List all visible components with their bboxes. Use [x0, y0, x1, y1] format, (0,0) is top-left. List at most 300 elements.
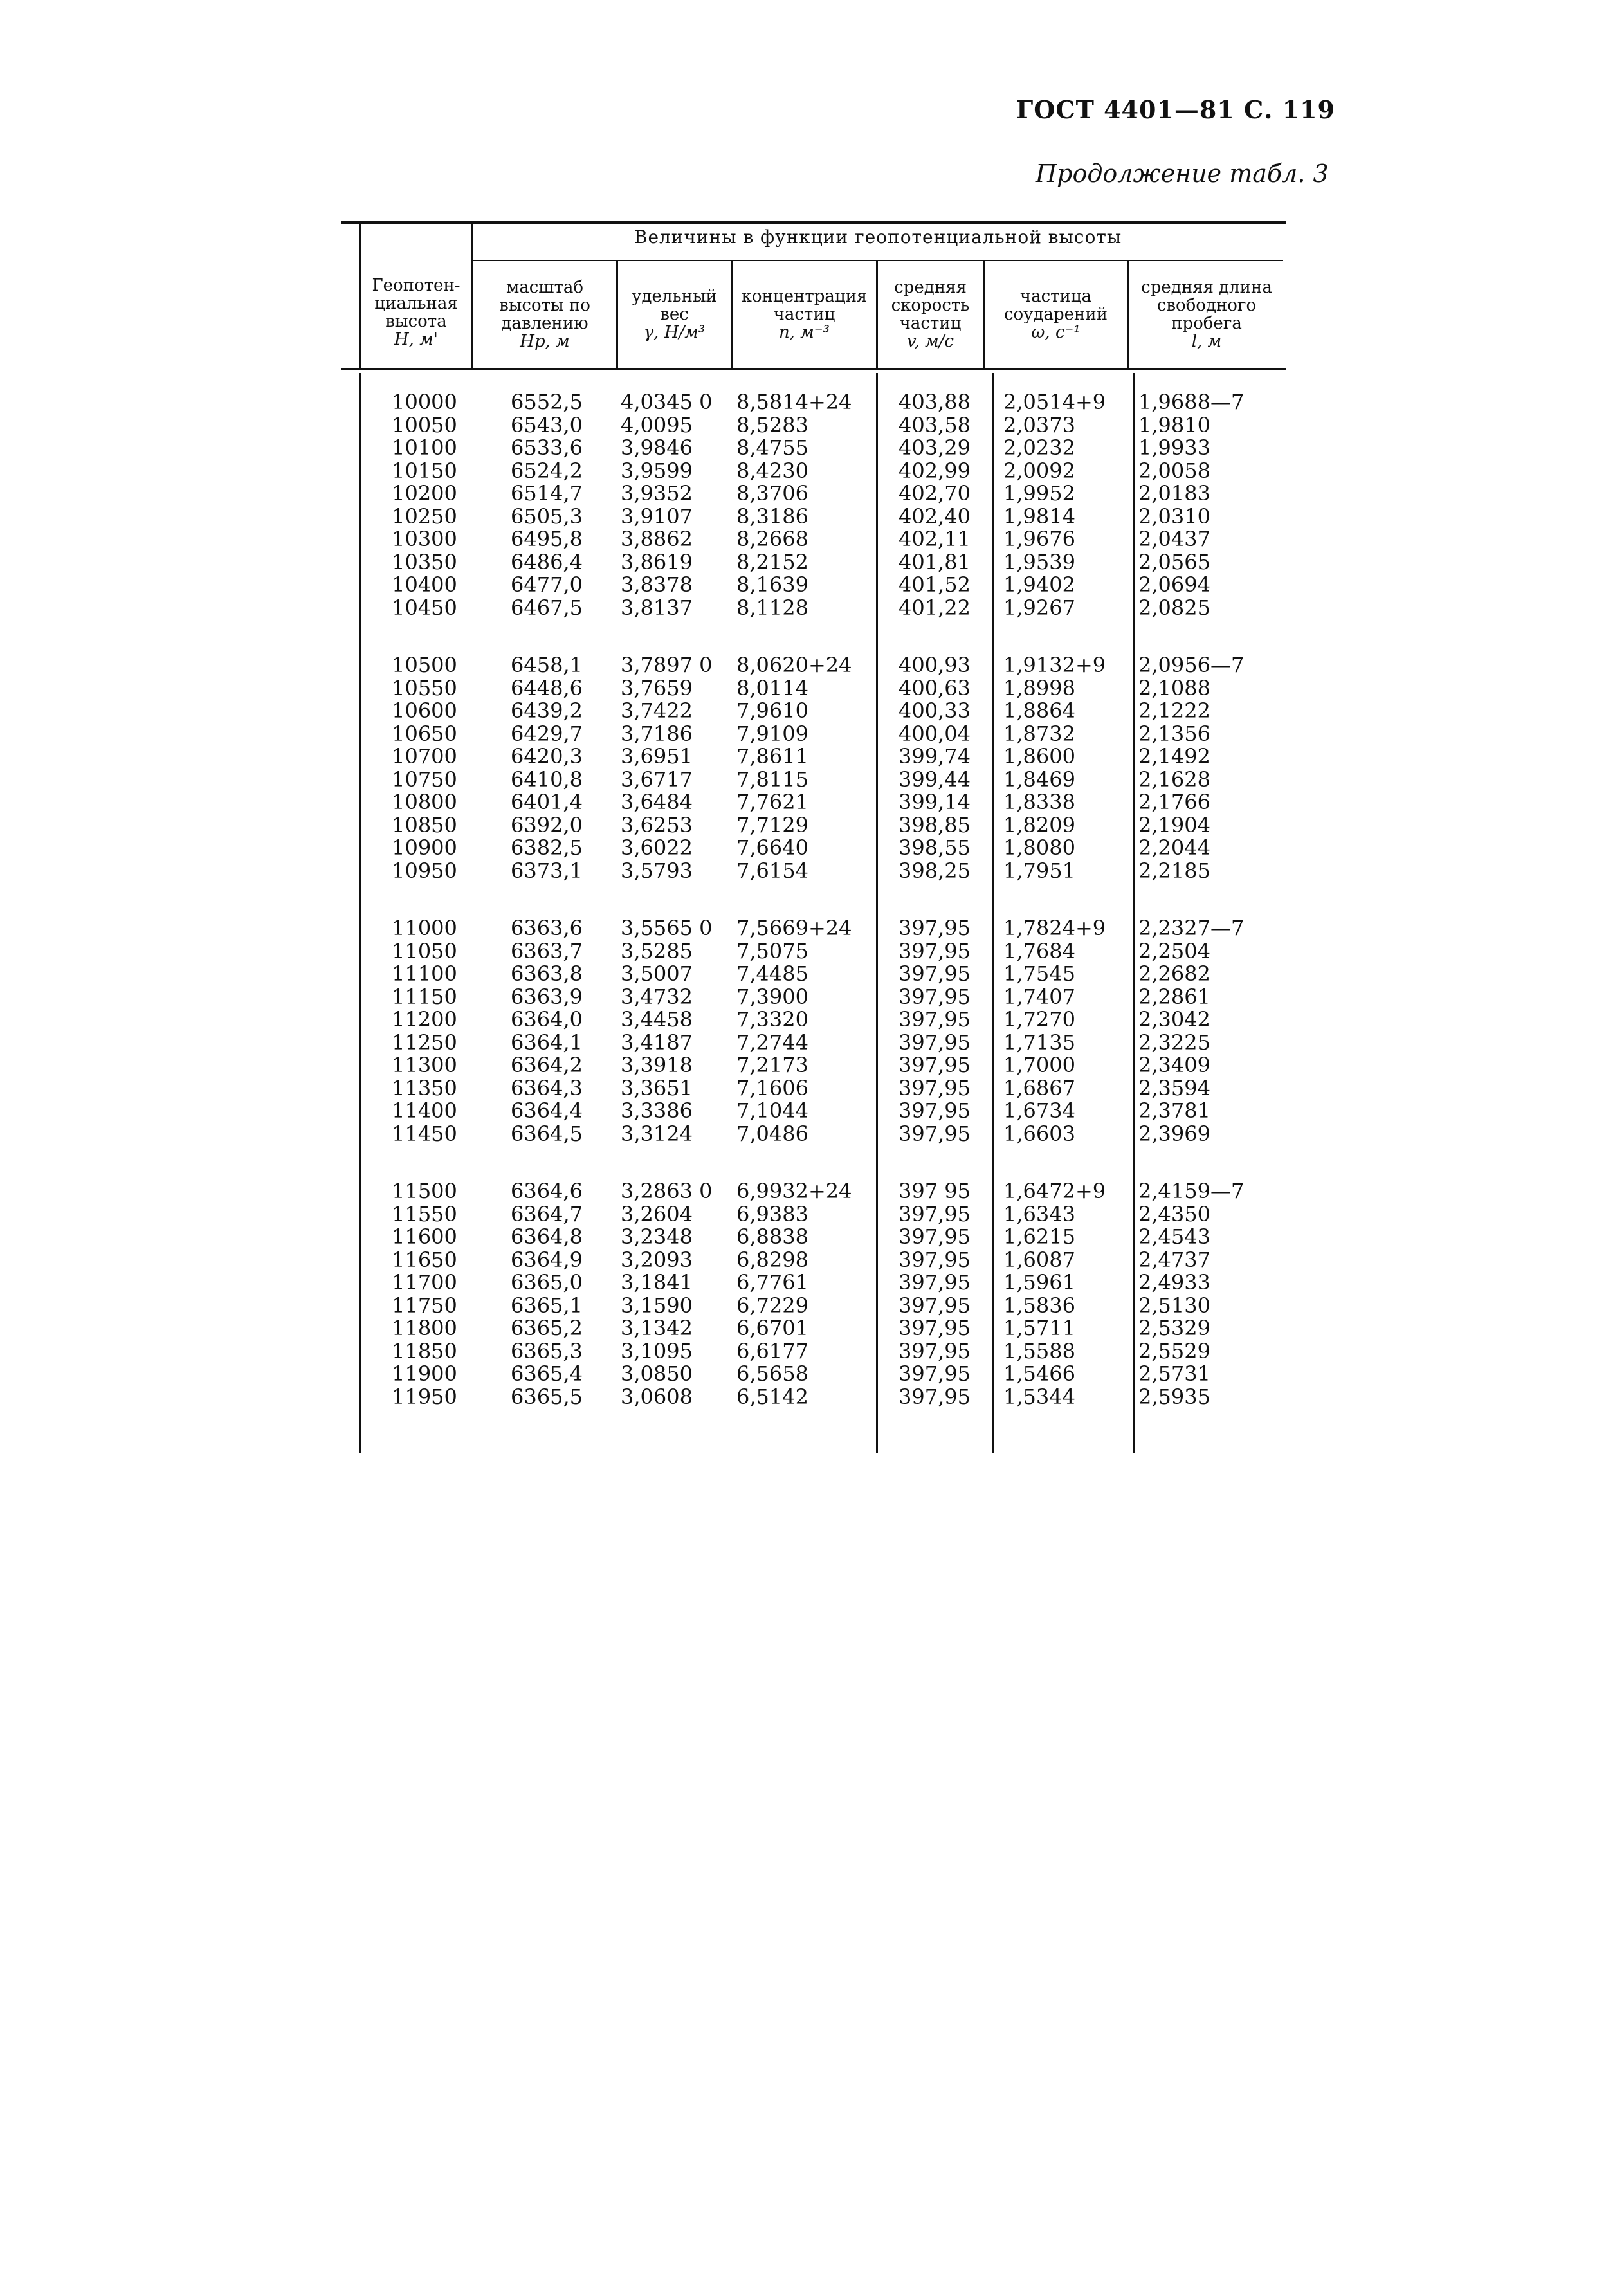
cell-specific-weight: 3,5285 — [621, 938, 693, 963]
cell-collision-freq: 1,9814 — [1003, 504, 1075, 529]
cell-scale-height: 6365,3 — [511, 1338, 583, 1363]
cell-mean-velocity: 402,70 — [899, 481, 971, 505]
cell-scale-height: 6364,0 — [511, 1007, 583, 1032]
header-line: частиц — [899, 314, 962, 333]
cell-altitude: 11500 — [392, 1179, 457, 1203]
header-symbol: n, м⁻³ — [779, 323, 830, 342]
cell-scale-height: 6373,1 — [511, 858, 583, 883]
cell-mean-free-path: 1,9688—7 — [1138, 390, 1245, 414]
cell-mean-free-path: 2,4350 — [1138, 1201, 1210, 1226]
cell-collision-freq: 1,7824+9 — [1003, 916, 1106, 940]
cell-scale-height: 6363,7 — [511, 938, 583, 963]
cell-mean-velocity: 397,95 — [899, 1247, 971, 1272]
cell-altitude: 10600 — [392, 698, 457, 723]
cell-altitude: 10450 — [392, 595, 457, 620]
cell-altitude: 11100 — [392, 961, 457, 986]
header-collision-frequency — [985, 261, 1126, 368]
cell-scale-height: 6364,4 — [511, 1098, 583, 1123]
cell-concentration: 6,9932+24 — [736, 1179, 852, 1203]
header-symbol: γ, Н/м³ — [643, 323, 706, 342]
cell-specific-weight: 3,9599 — [621, 458, 693, 483]
cell-specific-weight: 4,0345 0 — [621, 390, 713, 414]
cell-scale-height: 6477,0 — [511, 572, 583, 597]
cell-mean-free-path: 2,1766 — [1138, 790, 1210, 814]
header-line: циальная — [374, 294, 458, 313]
cell-scale-height: 6429,7 — [511, 721, 583, 746]
cell-mean-free-path: 2,2504 — [1138, 938, 1210, 963]
cell-specific-weight: 3,9846 — [621, 435, 693, 460]
cell-mean-velocity: 397,95 — [899, 1075, 971, 1100]
cell-specific-weight: 3,3386 — [621, 1098, 693, 1123]
header-line: скорость — [891, 296, 970, 315]
cell-mean-velocity: 397,95 — [899, 1384, 971, 1409]
cell-scale-height: 6364,8 — [511, 1224, 583, 1249]
cell-mean-free-path: 2,4933 — [1138, 1270, 1210, 1295]
cell-mean-velocity: 397,95 — [899, 1201, 971, 1226]
cell-mean-velocity: 397,95 — [899, 961, 971, 986]
cell-concentration: 7,1044 — [736, 1098, 808, 1123]
cell-altitude: 10400 — [392, 572, 457, 597]
cell-scale-height: 6364,7 — [511, 1201, 583, 1226]
cell-specific-weight: 3,4458 — [621, 1007, 693, 1032]
cell-concentration: 6,6177 — [736, 1338, 808, 1363]
cell-mean-velocity: 397,95 — [899, 1293, 971, 1318]
cell-altitude: 10650 — [392, 721, 457, 746]
cell-scale-height: 6365,2 — [511, 1316, 583, 1340]
cell-scale-height: 6365,1 — [511, 1293, 583, 1318]
cell-concentration: 8,4755 — [736, 435, 808, 460]
cell-altitude: 11350 — [392, 1075, 457, 1100]
cell-altitude: 11250 — [392, 1030, 457, 1055]
cell-altitude: 11700 — [392, 1270, 457, 1295]
cell-mean-free-path: 2,0058 — [1138, 458, 1210, 483]
cell-mean-velocity: 400,93 — [899, 653, 971, 677]
cell-scale-height: 6401,4 — [511, 790, 583, 814]
cell-altitude: 11750 — [392, 1293, 457, 1318]
cell-mean-free-path: 2,3225 — [1138, 1030, 1210, 1055]
cell-altitude: 11950 — [392, 1384, 457, 1409]
cell-specific-weight: 3,3124 — [621, 1121, 693, 1146]
cell-concentration: 7,4485 — [736, 961, 808, 986]
cell-mean-free-path: 2,1492 — [1138, 744, 1210, 769]
cell-collision-freq: 1,8732 — [1003, 721, 1075, 746]
cell-scale-height: 6382,5 — [511, 835, 583, 860]
cell-concentration: 8,5814+24 — [736, 390, 852, 414]
header-line: высоты по — [499, 296, 590, 315]
cell-mean-velocity: 401,22 — [899, 595, 971, 620]
cell-collision-freq: 1,6087 — [1003, 1247, 1075, 1272]
cell-mean-free-path: 2,5130 — [1138, 1293, 1210, 1318]
cell-specific-weight: 3,7897 0 — [621, 653, 713, 677]
cell-mean-velocity: 397,95 — [899, 1098, 971, 1123]
cell-specific-weight: 3,1342 — [621, 1316, 693, 1340]
header-line: частица — [1019, 287, 1092, 306]
cell-mean-free-path: 2,0183 — [1138, 481, 1210, 505]
cell-scale-height: 6439,2 — [511, 698, 583, 723]
cell-concentration: 8,2668 — [736, 527, 808, 551]
header-line: частиц — [773, 305, 835, 324]
cell-specific-weight: 3,7422 — [621, 698, 693, 723]
header-mean-free-path — [1129, 261, 1284, 368]
cell-altitude: 10300 — [392, 527, 457, 551]
cell-altitude: 10950 — [392, 858, 457, 883]
header-line: свободного — [1156, 296, 1257, 315]
cell-collision-freq: 1,8338 — [1003, 790, 1075, 814]
cell-concentration: 7,8115 — [736, 767, 808, 792]
cell-scale-height: 6543,0 — [511, 412, 583, 437]
cell-collision-freq: 1,6734 — [1003, 1098, 1075, 1123]
header-symbol: Hp, м — [520, 332, 570, 351]
cell-concentration: 7,1606 — [736, 1075, 808, 1100]
cell-concentration: 8,0114 — [736, 675, 808, 700]
cell-mean-velocity: 397,95 — [899, 1270, 971, 1295]
cell-specific-weight: 3,5565 0 — [621, 916, 713, 940]
cell-concentration: 7,3320 — [736, 1007, 808, 1032]
cell-mean-velocity: 397,95 — [899, 1224, 971, 1249]
cell-mean-free-path: 2,3781 — [1138, 1098, 1210, 1123]
cell-mean-free-path: 2,3969 — [1138, 1121, 1210, 1146]
cell-specific-weight: 3,4187 — [621, 1030, 693, 1055]
cell-mean-velocity: 400,33 — [899, 698, 971, 723]
cell-mean-free-path: 2,5329 — [1138, 1316, 1210, 1340]
cell-altitude: 10700 — [392, 744, 457, 769]
cell-mean-free-path: 2,4737 — [1138, 1247, 1210, 1272]
cell-collision-freq: 1,9267 — [1003, 595, 1075, 620]
cell-specific-weight: 3,6253 — [621, 812, 693, 837]
cell-mean-free-path: 1,9810 — [1138, 412, 1210, 437]
cell-collision-freq: 1,5711 — [1003, 1316, 1075, 1340]
cell-mean-free-path: 2,3594 — [1138, 1075, 1210, 1100]
header-specific-weight — [619, 261, 730, 368]
cell-collision-freq: 1,8864 — [1003, 698, 1075, 723]
cell-altitude: 10750 — [392, 767, 457, 792]
body-divider — [1133, 373, 1135, 1453]
cell-scale-height: 6524,2 — [511, 458, 583, 483]
cell-scale-height: 6365,0 — [511, 1270, 583, 1295]
cell-mean-velocity: 397,95 — [899, 1007, 971, 1032]
cell-collision-freq: 1,9676 — [1003, 527, 1075, 551]
cell-concentration: 6,8838 — [736, 1224, 808, 1249]
cell-specific-weight: 3,6717 — [621, 767, 693, 792]
cell-mean-velocity: 397,95 — [899, 1316, 971, 1340]
cell-mean-free-path: 2,5731 — [1138, 1361, 1210, 1386]
cell-mean-velocity: 400,04 — [899, 721, 971, 746]
cell-collision-freq: 1,9402 — [1003, 572, 1075, 597]
cell-collision-freq: 1,7545 — [1003, 961, 1075, 986]
header-line: давлению — [501, 314, 588, 333]
cell-collision-freq: 2,0232 — [1003, 435, 1075, 460]
cell-mean-free-path: 2,4543 — [1138, 1224, 1210, 1249]
cell-scale-height: 6365,4 — [511, 1361, 583, 1386]
header-divider — [731, 261, 733, 369]
cell-mean-velocity: 403,29 — [899, 435, 971, 460]
cell-altitude: 11300 — [392, 1053, 457, 1077]
cell-mean-velocity: 397,95 — [899, 916, 971, 940]
cell-mean-velocity: 398,25 — [899, 858, 971, 883]
cell-collision-freq: 1,6472+9 — [1003, 1179, 1106, 1203]
cell-altitude: 11200 — [392, 1007, 457, 1032]
cell-scale-height: 6364,3 — [511, 1075, 583, 1100]
cell-mean-velocity: 397,95 — [899, 1053, 971, 1077]
cell-collision-freq: 1,7407 — [1003, 984, 1075, 1009]
cell-concentration: 7,9109 — [736, 721, 808, 746]
cell-scale-height: 6552,5 — [511, 390, 583, 414]
cell-mean-velocity: 399,74 — [899, 744, 971, 769]
cell-mean-free-path: 2,0825 — [1138, 595, 1210, 620]
header-line: масштаб — [506, 278, 583, 297]
cell-collision-freq: 1,6343 — [1003, 1201, 1075, 1226]
cell-collision-freq: 1,5344 — [1003, 1384, 1075, 1409]
cell-specific-weight: 3,2863 0 — [621, 1179, 713, 1203]
cell-specific-weight: 3,6951 — [621, 744, 693, 769]
cell-altitude: 11900 — [392, 1361, 457, 1386]
cell-collision-freq: 1,9539 — [1003, 549, 1075, 574]
table-continuation-label: Продолжение табл. 3 — [1036, 159, 1329, 188]
cell-collision-freq: 1,6867 — [1003, 1075, 1075, 1100]
cell-concentration: 7,6640 — [736, 835, 808, 860]
cell-specific-weight: 3,5793 — [621, 858, 693, 883]
cell-scale-height: 6448,6 — [511, 675, 583, 700]
cell-altitude: 10100 — [392, 435, 457, 460]
header-bottom-rule — [341, 368, 1286, 370]
cell-mean-free-path: 2,2861 — [1138, 984, 1210, 1009]
cell-mean-free-path: 2,1222 — [1138, 698, 1210, 723]
cell-collision-freq: 1,9952 — [1003, 481, 1075, 505]
cell-altitude: 10200 — [392, 481, 457, 505]
cell-specific-weight: 3,7186 — [621, 721, 693, 746]
cell-collision-freq: 1,5466 — [1003, 1361, 1075, 1386]
cell-mean-velocity: 402,40 — [899, 504, 971, 529]
cell-specific-weight: 3,2348 — [621, 1224, 693, 1249]
header-symbol: l, м — [1191, 332, 1222, 351]
cell-specific-weight: 4,0095 — [621, 412, 693, 437]
cell-mean-velocity: 397,95 — [899, 1030, 971, 1055]
cell-mean-velocity: 397,95 — [899, 1338, 971, 1363]
cell-scale-height: 6533,6 — [511, 435, 583, 460]
cell-altitude: 11450 — [392, 1121, 457, 1146]
cell-altitude: 10850 — [392, 812, 457, 837]
cell-mean-free-path: 2,0694 — [1138, 572, 1210, 597]
cell-mean-velocity: 397,95 — [899, 984, 971, 1009]
cell-altitude: 10550 — [392, 675, 457, 700]
cell-concentration: 7,8611 — [736, 744, 808, 769]
body-divider — [992, 373, 994, 1453]
cell-collision-freq: 1,9132+9 — [1003, 653, 1106, 677]
cell-specific-weight: 3,1095 — [621, 1338, 693, 1363]
cell-mean-free-path: 2,1356 — [1138, 721, 1210, 746]
cell-scale-height: 6514,7 — [511, 481, 583, 505]
cell-mean-free-path: 2,0437 — [1138, 527, 1210, 551]
table-top-rule — [341, 221, 1286, 224]
header-line: удельный — [632, 287, 717, 306]
cell-concentration: 8,2152 — [736, 549, 808, 574]
cell-specific-weight: 3,1590 — [621, 1293, 693, 1318]
cell-mean-free-path: 2,0956—7 — [1138, 653, 1245, 677]
header-symbol: H, м' — [394, 330, 438, 349]
cell-specific-weight: 3,2093 — [621, 1247, 693, 1272]
cell-specific-weight: 3,8862 — [621, 527, 693, 551]
cell-mean-free-path: 2,2327—7 — [1138, 916, 1245, 940]
cell-altitude: 10250 — [392, 504, 457, 529]
cell-mean-free-path: 1,9933 — [1138, 435, 1210, 460]
header-line: высота — [385, 312, 447, 331]
body-divider — [876, 373, 878, 1453]
cell-collision-freq: 2,0092 — [1003, 458, 1075, 483]
cell-altitude: 10800 — [392, 790, 457, 814]
cell-concentration: 8,4230 — [736, 458, 808, 483]
cell-altitude: 11850 — [392, 1338, 457, 1363]
cell-scale-height: 6392,0 — [511, 812, 583, 837]
cell-mean-velocity: 399,14 — [899, 790, 971, 814]
cell-concentration: 7,7129 — [736, 812, 808, 837]
cell-concentration: 7,5075 — [736, 938, 808, 963]
cell-altitude: 11800 — [392, 1316, 457, 1340]
cell-concentration: 7,0486 — [736, 1121, 808, 1146]
cell-altitude: 11600 — [392, 1224, 457, 1249]
body-divider — [359, 373, 361, 1453]
header-line: средняя длина — [1141, 278, 1272, 297]
cell-specific-weight: 3,0608 — [621, 1384, 693, 1409]
cell-altitude: 11650 — [392, 1247, 457, 1272]
cell-concentration: 7,7621 — [736, 790, 808, 814]
cell-mean-free-path: 2,5935 — [1138, 1384, 1210, 1409]
cell-altitude: 10000 — [392, 390, 457, 414]
cell-mean-free-path: 2,2185 — [1138, 858, 1210, 883]
header-line: соударений — [1003, 305, 1108, 324]
cell-collision-freq: 1,7270 — [1003, 1007, 1075, 1032]
cell-collision-freq: 1,7684 — [1003, 938, 1075, 963]
cell-collision-freq: 1,8600 — [1003, 744, 1075, 769]
cell-mean-velocity: 400,63 — [899, 675, 971, 700]
header-altitude — [361, 257, 471, 368]
cell-concentration: 6,8298 — [736, 1247, 808, 1272]
header-divider — [983, 261, 985, 369]
cell-scale-height: 6363,8 — [511, 961, 583, 986]
cell-mean-free-path: 2,0310 — [1138, 504, 1210, 529]
cell-concentration: 6,5658 — [736, 1361, 808, 1386]
cell-concentration: 8,1639 — [736, 572, 808, 597]
cell-mean-velocity: 397,95 — [899, 1121, 971, 1146]
cell-mean-velocity: 403,88 — [899, 390, 971, 414]
cell-mean-free-path: 2,2682 — [1138, 961, 1210, 986]
cell-specific-weight: 3,0850 — [621, 1361, 693, 1386]
cell-collision-freq: 1,8080 — [1003, 835, 1075, 860]
cell-concentration: 6,6701 — [736, 1316, 808, 1340]
cell-mean-velocity: 399,44 — [899, 767, 971, 792]
cell-altitude: 11550 — [392, 1201, 457, 1226]
cell-concentration: 7,3900 — [736, 984, 808, 1009]
cell-concentration: 7,2173 — [736, 1053, 808, 1077]
cell-concentration: 7,5669+24 — [736, 916, 852, 940]
cell-concentration: 6,5142 — [736, 1384, 808, 1409]
cell-mean-free-path: 2,4159—7 — [1138, 1179, 1245, 1203]
cell-concentration: 8,0620+24 — [736, 653, 852, 677]
cell-concentration: 6,7761 — [736, 1270, 808, 1295]
cell-altitude: 10350 — [392, 549, 457, 574]
cell-specific-weight: 3,4732 — [621, 984, 693, 1009]
header-line: средняя — [894, 278, 967, 297]
cell-concentration: 6,9383 — [736, 1201, 808, 1226]
cell-collision-freq: 1,5961 — [1003, 1270, 1075, 1295]
header-divider — [876, 261, 878, 369]
header-line: пробега — [1171, 314, 1242, 333]
cell-concentration: 7,6154 — [736, 858, 808, 883]
cell-collision-freq: 2,0514+9 — [1003, 390, 1106, 414]
cell-scale-height: 6420,3 — [511, 744, 583, 769]
cell-altitude: 10150 — [392, 458, 457, 483]
cell-scale-height: 6495,8 — [511, 527, 583, 551]
cell-specific-weight: 3,9107 — [621, 504, 693, 529]
cell-scale-height: 6505,3 — [511, 504, 583, 529]
cell-specific-weight: 3,6022 — [621, 835, 693, 860]
header-line: Геопотен- — [372, 276, 461, 295]
cell-collision-freq: 1,5588 — [1003, 1338, 1075, 1363]
cell-scale-height: 6363,9 — [511, 984, 583, 1009]
cell-scale-height: 6486,4 — [511, 549, 583, 574]
cell-mean-velocity: 397,95 — [899, 1361, 971, 1386]
cell-scale-height: 6410,8 — [511, 767, 583, 792]
cell-mean-velocity: 403,58 — [899, 412, 971, 437]
cell-specific-weight: 3,5007 — [621, 961, 693, 986]
header-line: вес — [660, 305, 689, 324]
cell-altitude: 11000 — [392, 916, 457, 940]
cell-collision-freq: 1,8469 — [1003, 767, 1075, 792]
cell-specific-weight: 3,7659 — [621, 675, 693, 700]
cell-concentration: 7,9610 — [736, 698, 808, 723]
cell-scale-height: 6458,1 — [511, 653, 583, 677]
cell-collision-freq: 2,0373 — [1003, 412, 1075, 437]
cell-mean-velocity: 401,81 — [899, 549, 971, 574]
cell-altitude: 11400 — [392, 1098, 457, 1123]
cell-specific-weight: 3,9352 — [621, 481, 693, 505]
cell-altitude: 11150 — [392, 984, 457, 1009]
cell-specific-weight: 3,8137 — [621, 595, 693, 620]
cell-mean-free-path: 2,3409 — [1138, 1053, 1210, 1077]
cell-scale-height: 6364,9 — [511, 1247, 583, 1272]
cell-specific-weight: 3,3651 — [621, 1075, 693, 1100]
cell-scale-height: 6364,1 — [511, 1030, 583, 1055]
header-scale-height — [474, 261, 616, 368]
cell-collision-freq: 1,7951 — [1003, 858, 1075, 883]
cell-mean-free-path: 2,3042 — [1138, 1007, 1210, 1032]
cell-mean-velocity: 398,55 — [899, 835, 971, 860]
cell-specific-weight: 3,6484 — [621, 790, 693, 814]
header-divider — [1127, 261, 1129, 369]
cell-scale-height: 6467,5 — [511, 595, 583, 620]
cell-specific-weight: 3,1841 — [621, 1270, 693, 1295]
cell-specific-weight: 3,8619 — [621, 549, 693, 574]
cell-scale-height: 6365,5 — [511, 1384, 583, 1409]
header-mean-velocity — [879, 261, 982, 368]
cell-mean-free-path: 2,5529 — [1138, 1338, 1210, 1363]
header-symbol: ω, с⁻¹ — [1031, 323, 1081, 342]
cell-concentration: 8,3186 — [736, 504, 808, 529]
cell-collision-freq: 1,6215 — [1003, 1224, 1075, 1249]
cell-concentration: 8,1128 — [736, 595, 808, 620]
header-concentration — [733, 261, 875, 368]
cell-collision-freq: 1,5836 — [1003, 1293, 1075, 1318]
cell-mean-free-path: 2,1088 — [1138, 675, 1210, 700]
cell-mean-free-path: 2,1628 — [1138, 767, 1210, 792]
cell-collision-freq: 1,8998 — [1003, 675, 1075, 700]
cell-mean-velocity: 398,85 — [899, 812, 971, 837]
cell-collision-freq: 1,8209 — [1003, 812, 1075, 837]
cell-altitude: 11050 — [392, 938, 457, 963]
cell-specific-weight: 3,2604 — [621, 1201, 693, 1226]
cell-collision-freq: 1,6603 — [1003, 1121, 1075, 1146]
cell-collision-freq: 1,7135 — [1003, 1030, 1075, 1055]
header-divider — [359, 223, 361, 369]
